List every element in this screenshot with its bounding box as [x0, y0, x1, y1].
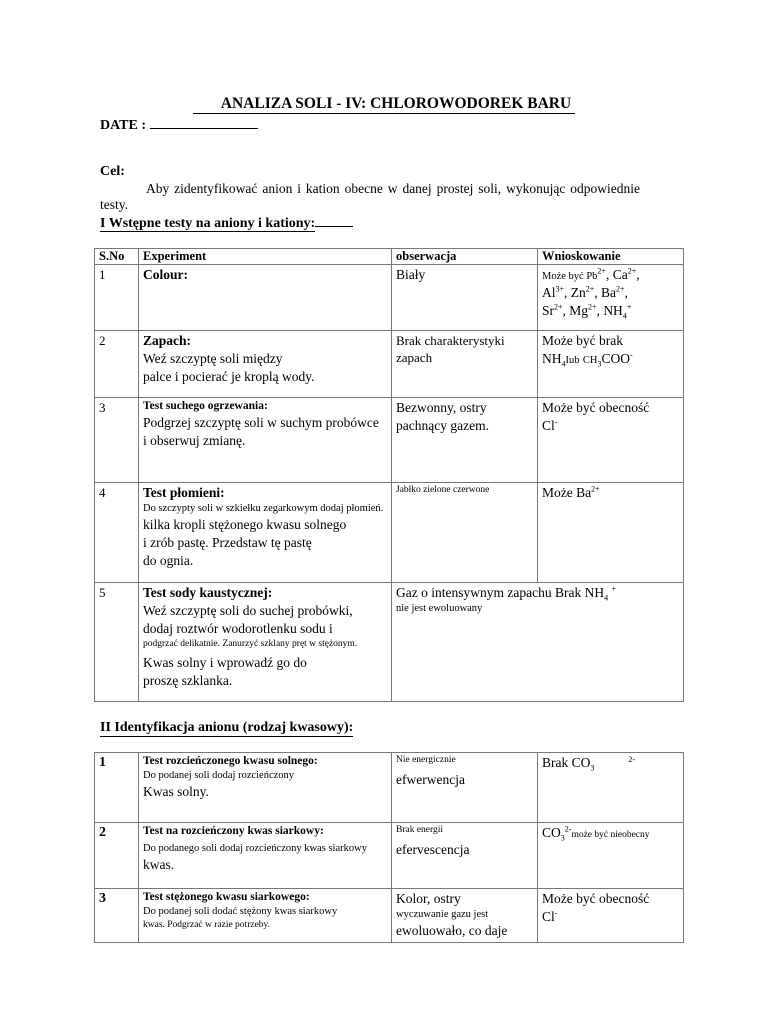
row-number: 5 — [95, 583, 139, 702]
aim-text: Aby zidentyfikować anion i kation obecne w danej prostej soli, wykonując odpowiednie testy. — [100, 181, 640, 212]
anion-identification-table — [94, 752, 684, 943]
inference-text: $CO_3^{2-}może$ być nieobecny — [538, 823, 684, 889]
table-row — [95, 331, 684, 398]
date-field: DATE : — [100, 116, 258, 134]
experiment-small-line: kwas. Podgrzać w razie potrzeby. — [143, 920, 271, 930]
observation-text: Kolor, ostry wyczuwanie gazu jest ewoluowało, co daje — [392, 889, 538, 943]
experiment-title: Test sody kaustycznej: — [143, 585, 273, 600]
observation-text: Gaz o intensywnym zapachu Brak $NH_4$ + nie jest ewoluowany — [392, 583, 684, 702]
inference-text: Może $Ba^{2+}$ — [538, 483, 684, 583]
experiment-line: Kwas solny i wprowadź go do — [143, 655, 307, 670]
observation-text: Brak charakterystyki zapach — [396, 333, 505, 365]
table-row — [95, 583, 684, 702]
experiment-line: kwas. — [143, 857, 175, 872]
experiment-title: Test płomieni: — [143, 485, 225, 500]
experiment-small-line: Do podanego soli dodaj rozcieńczony kwas siarkowy — [143, 843, 367, 854]
table-row — [95, 753, 684, 823]
experiment-line: Weź szczyptę soli do suchej probówki, — [143, 603, 353, 618]
date-blank-line — [150, 116, 258, 129]
observation-text: Nie energicznie efwerwencja — [392, 753, 538, 823]
page-title: ANALIZA SOLI - IV: CHLOROWODOREK BARU — [0, 95, 768, 113]
aim-heading: Cel: — [100, 164, 125, 179]
preliminary-tests-table — [94, 248, 684, 702]
observation-text: Bezwonny, ostry pachnący gazem. — [396, 400, 489, 433]
column-header: Wnioskowanie — [538, 249, 684, 265]
experiment-title: Colour: — [143, 267, 188, 282]
experiment-line: dodaj roztwór wodorotlenku sodu i — [143, 621, 333, 636]
inference-text: Może być obecność Cl- — [538, 398, 684, 483]
experiment-title: Test na rozcieńczony kwas siarkowy: — [143, 825, 324, 837]
experiment-line: palce i pocierać je kroplą wody. — [143, 369, 315, 384]
table-row — [95, 823, 684, 889]
observation-text: Brak energii efervescencja — [392, 823, 538, 889]
column-header: Experiment — [139, 249, 392, 265]
experiment-title: Test suchego ogrzewania: — [143, 400, 268, 412]
experiment-line: do ognia. — [143, 553, 194, 568]
experiment-line: kilka kropli stężonego kwasu solnego — [143, 517, 347, 532]
inference-text: Może być obecność Cl- — [538, 889, 684, 943]
experiment-line: proszę szklanka. — [143, 673, 233, 688]
row-number: 2 — [95, 331, 139, 398]
experiment-small-line: podgrzać delikatnie. Zanurzyć szklany pręt w stężonym. — [143, 639, 358, 649]
row-number: 1 — [95, 265, 139, 331]
observation-text: Biały — [396, 267, 426, 282]
experiment-small-line: Do podanej soli dodaj rozcieńczony — [143, 770, 295, 781]
experiment-line: i obserwuj zmianę. — [143, 433, 246, 448]
row-number: 2 — [95, 823, 139, 889]
row-number: 4 — [95, 483, 139, 583]
inference-text: Może być $Pb^{2+}$, $Ca^{2+}$, $Al^{3+}$, $Zn^{2+}$, $Ba^{2+}$, $Sr^{2+}$, $Mg^{2+}$, $NH_4^+$ — [538, 265, 684, 331]
inference-text: Brak $CO_3^{2-}$ — [538, 753, 684, 823]
experiment-line: i zrób pastę. Przedstaw tę pastę — [143, 535, 312, 550]
table-header-row — [95, 249, 684, 265]
experiment-small-line: Do szczypty soli w szkiełku zegarkowym dodaj płomień. — [143, 503, 384, 514]
section1-heading: I Wstępne testy na aniony i kationy: — [100, 214, 353, 232]
table-row — [95, 889, 684, 943]
observation-text: Jabłko zielone czerwone — [396, 485, 490, 495]
inference-text: Może być brak $NH_4Iub$ $CH_3COO^-$ — [538, 331, 684, 398]
experiment-title: Zapach: — [143, 333, 192, 348]
experiment-line: Kwas solny. — [143, 784, 209, 799]
experiment-line: Weź szczyptę soli między — [143, 351, 283, 366]
table-row — [95, 265, 684, 331]
column-header: obserwacja — [392, 249, 538, 265]
experiment-title: Test rozcieńczonego kwasu solnego: — [143, 755, 318, 767]
experiment-title: Test stężonego kwasu siarkowego: — [143, 891, 310, 903]
section2-heading: II Identyfikacja anionu (rodzaj kwasowy): — [100, 720, 354, 735]
table-row — [95, 483, 684, 583]
row-number: 1 — [95, 753, 139, 823]
table-row — [95, 398, 684, 483]
row-number: 3 — [95, 889, 139, 943]
experiment-line: Podgrzej szczyptę soli w suchym probówce — [143, 415, 379, 430]
row-number: 3 — [95, 398, 139, 483]
column-header: S.No — [95, 249, 139, 265]
experiment-small-line: Do podanej soli dodać stężony kwas siarkowy — [143, 906, 338, 917]
